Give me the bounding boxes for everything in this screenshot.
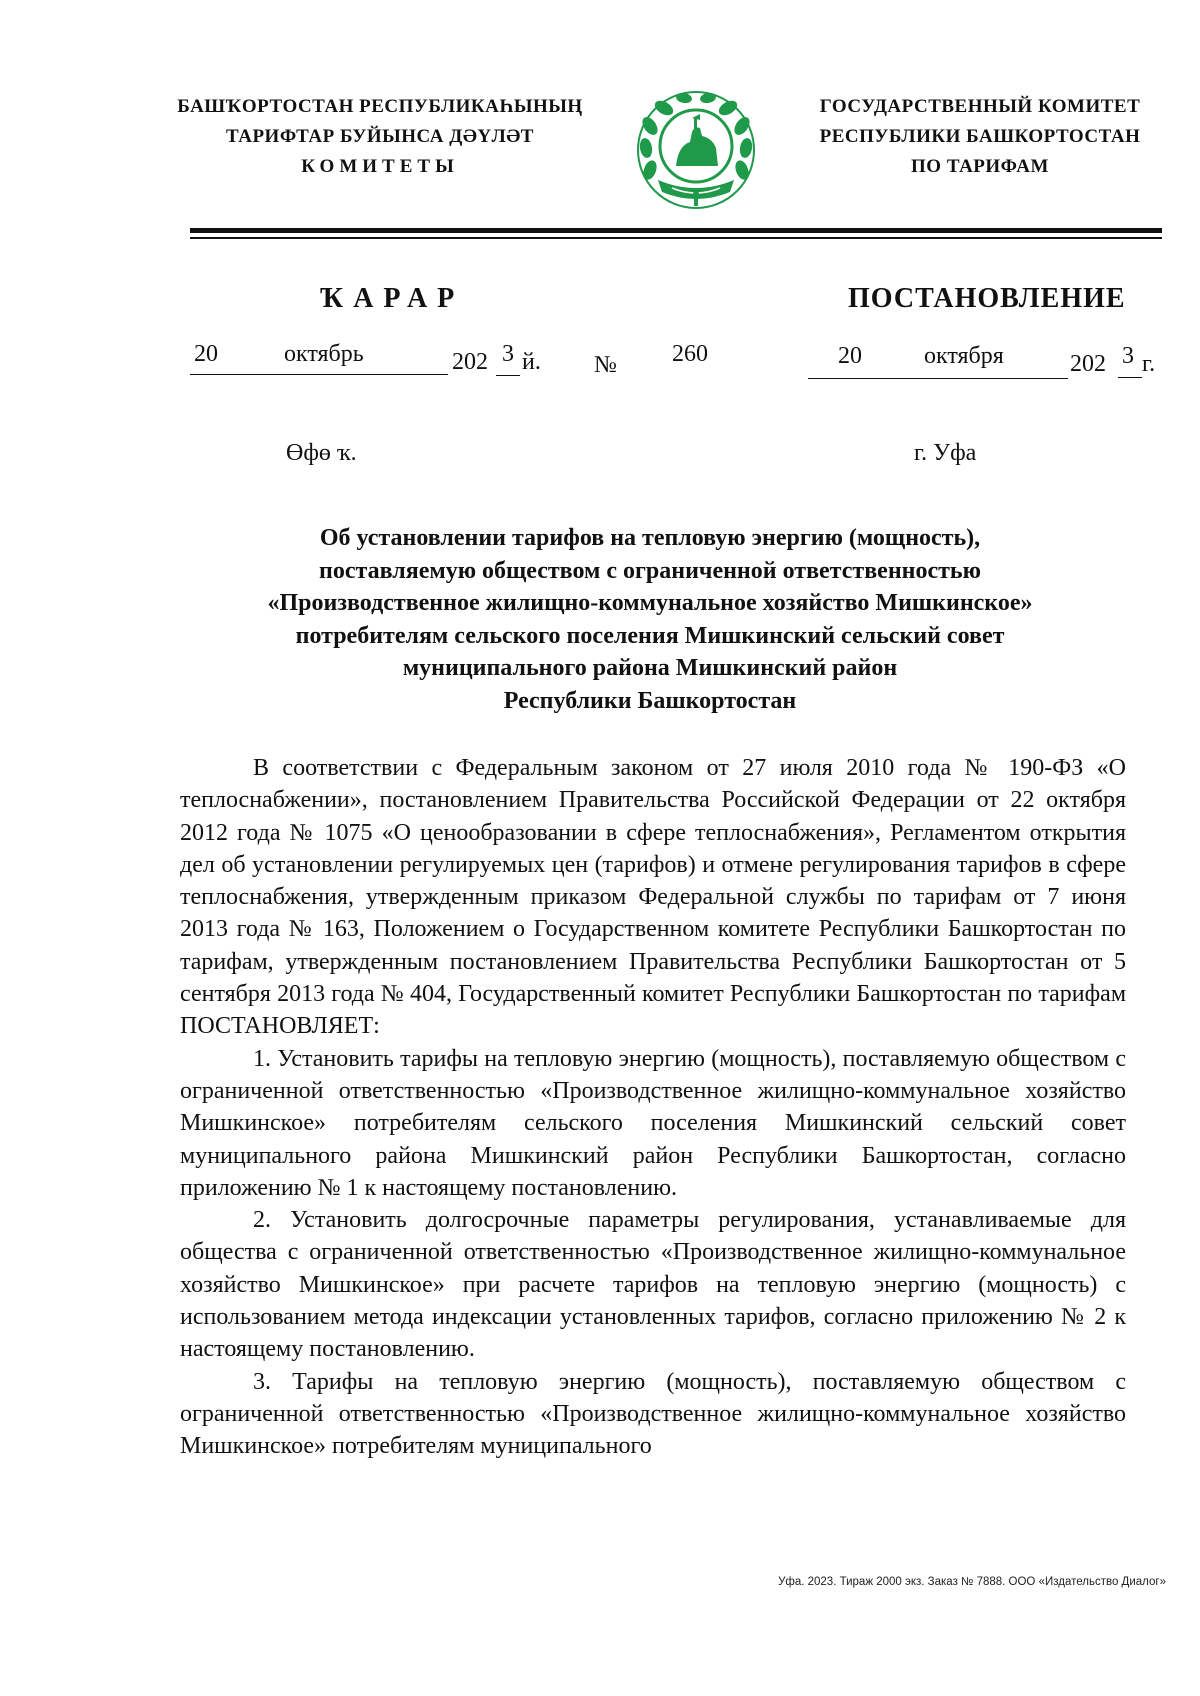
body-paragraph-3: 3. Тарифы на тепловую энергию (мощность), поставляемую обществом с ограниченной ответственностью «Производственное жилищно-коммунальное хозяйство Мишкинское» потребителям муниципального [180, 1368, 1126, 1460]
title-line-5: муниципального района Мишкинский район [402, 655, 898, 681]
header-bashkir-line-2: ТАРИФТАР БУЙЫНСА ДӘҮЛӘТ [226, 126, 534, 147]
title-line-3: «Производственное жилищно-коммунальное хозяйство Мишкинское» [267, 590, 1033, 616]
date-right-month: октября [924, 343, 1004, 369]
header-bashkir [170, 92, 590, 182]
date-left-suffix: й. [522, 349, 541, 375]
date-left-year-prefix: 202 [452, 349, 488, 375]
title-line-4: потребителям сельского поселения Мишкинский сельский совет [295, 622, 1005, 649]
body-paragraph-1: 1. Установить тарифы на тепловую энергию (мощность), поставляемую обществом с ограниченной ответственностью «Производственное жилищно-коммунальное хозяйство Мишкинское» потребителям сельского поселения Мишкинский сельский совет муниципального района Мишкинский район Республики Башкортостан, согласно приложению № 1 к настоящему постановлению. [180, 1045, 1126, 1201]
bashkortostan-emblem-icon [632, 88, 760, 216]
title-line-2: поставляемую обществом с ограниченной ответственностью [319, 557, 981, 584]
header-russian-line-1: ГОСУДАРСТВЕННЫЙ КОМИТЕТ [819, 96, 1141, 117]
body-paragraph-2: 2. Установить долгосрочные параметры регулирования, устанавливаемые для общества с ограниченной ответственностью «Производственное жилищно-коммунальное хозяйство Мишкинское» при расчете тарифов на тепловую энергию (мощность) с использованием метода индексации установленных тарифов, согласно приложению № 2 к настоящему постановлению. [180, 1207, 1126, 1363]
number-sign: № [594, 352, 617, 378]
doc-type-bashkir: ҠАРАР [320, 283, 465, 314]
date-right-year-prefix: 202 [1070, 351, 1106, 377]
header-russian-line-3: ПО ТАРИФАМ [911, 156, 1049, 177]
title-line-6: Республики Башкортостан [503, 687, 797, 714]
date-right-day: 20 [838, 343, 862, 369]
doc-type-russian: ПОСТАНОВЛЕНИЕ [848, 283, 1126, 314]
date-right-year-digit: 3 [1122, 343, 1134, 369]
date-left-year-digit: 3 [502, 341, 514, 367]
header-divider-thick [190, 228, 1162, 233]
date-left-month: октябрь [284, 341, 364, 367]
print-imprint: Уфа. 2023. Тираж 2000 экз. Заказ № 7888. ООО «Издательство Диалог» [778, 1576, 1166, 1588]
date-right-suffix: г. [1142, 351, 1156, 377]
date-left-day: 20 [194, 341, 218, 367]
place-bashkir: Өфө ҡ. [286, 440, 357, 466]
header-russian-line-2: РЕСПУБЛИКИ БАШКОРТОСТАН [819, 126, 1141, 147]
header-bashkir-line-3: КОМИТЕТЫ [301, 156, 459, 177]
place-russian: г. Уфа [914, 440, 977, 466]
title-line-1: Об установлении тарифов на тепловую энергию (мощность), [319, 525, 981, 551]
header-bashkir-line-1: БАШҠОРТОСТАН РЕСПУБЛИКАҺЫНЫҢ [177, 96, 583, 117]
document-number: 260 [672, 341, 708, 367]
header-russian [790, 92, 1170, 182]
document-title [180, 522, 1120, 717]
document-body [180, 752, 1126, 1463]
header-divider-thin [190, 237, 1162, 239]
body-paragraph-preamble: В соответствии с Федеральным законом от 27 июля 2010 года № 190-ФЗ «О теплоснабжении», постановлением Правительства Российской Федерации от 22 октября 2012 года № 1075 «О ценообразовании в сфере теплоснабжения», Регламентом открытия дел об установлении регулируемых цен (тарифов) и отмене регулирования тарифов в сфере теплоснабжения, утвержденным приказом Федеральной службы по тарифам от 7 июня 2013 года № 163, Положением о Государственном комитете Республики Башкортостан по тарифам, утвержденным постановлением Правительства Республики Башкортостан от 5 сентября 2013 года № 404, Государственный комитет Республики Башкортостан по тарифам ПОСТАНОВЛЯЕТ: [180, 755, 1126, 1040]
